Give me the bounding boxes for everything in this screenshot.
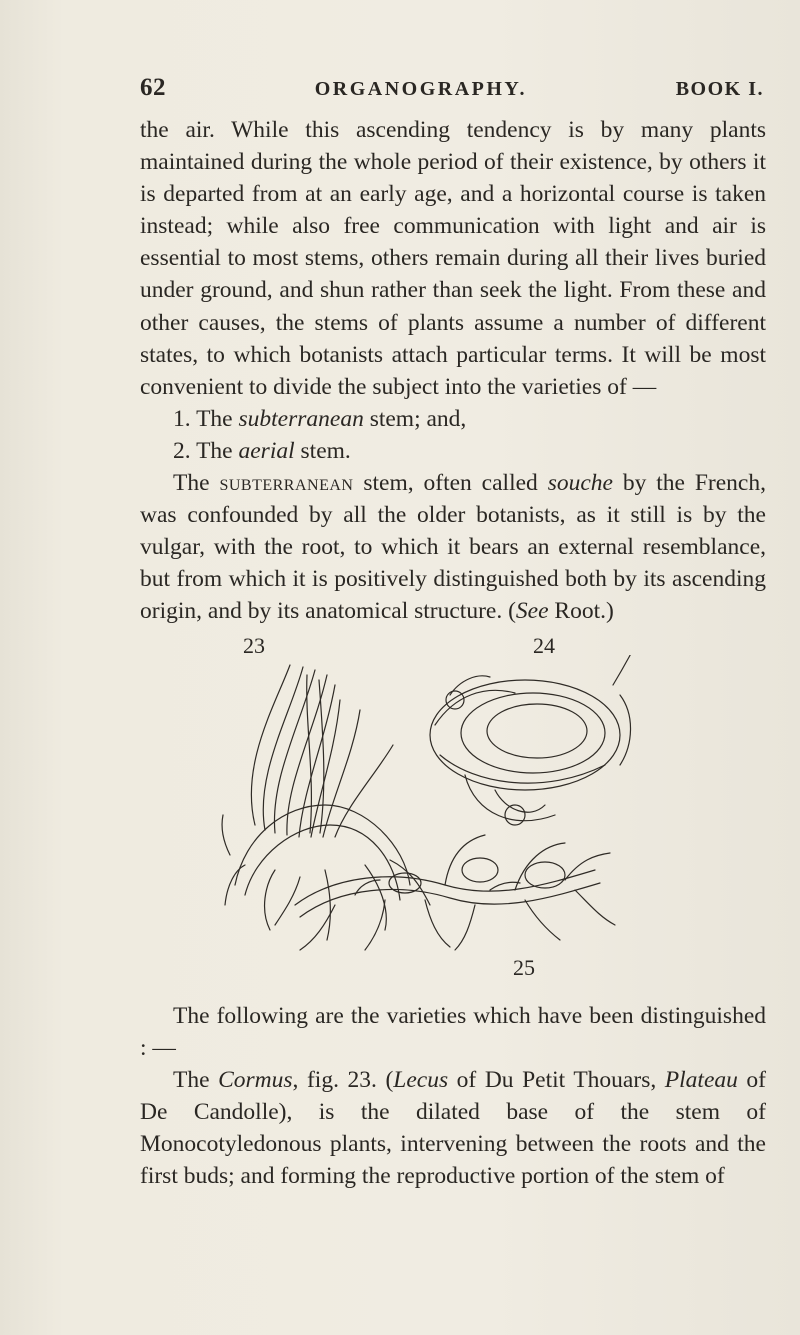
list-item-2: 2. The aerial stem.: [173, 437, 351, 464]
page-header: [140, 74, 764, 108]
fig-25-rhizome: [295, 835, 615, 950]
list-item-1: 1. The subterranean stem; and,: [173, 405, 467, 432]
term-subterranean: subterranean: [238, 405, 364, 432]
fig-23-cormus: [222, 665, 430, 940]
figure-label-25: 25: [513, 955, 535, 980]
text-block-bottom: [140, 1000, 766, 1193]
figure-label-24: 24: [533, 633, 555, 658]
page-number: 62: [140, 74, 166, 101]
term-plateau: Plateau: [664, 1067, 738, 1094]
paragraph-1: the air. While this ascending tendency is by many plants maintained during the whole period of their existence, by others it is departed from at an early age, and a horizontal course is taken instead; while also free communication with light and air is essential to most stems, others remain during all their lives buried under ground, and shun rather than seek the light. From these and other causes, the stems of plants assume a number of different states, to which botanists attach particular terms. It will be most convenient to divide the subject into the varieties of —: [140, 117, 766, 400]
paragraph-3: The following are the varieties which have been distinguished : —: [140, 1003, 766, 1062]
term-aerial: aerial: [238, 437, 295, 464]
plant-engraving: [215, 655, 645, 955]
term-cormus: Cormus: [218, 1067, 293, 1094]
book-label: BOOK I.: [675, 78, 764, 100]
text-block-top: [140, 114, 766, 628]
figure-cormus-illustration: [215, 620, 645, 980]
figure-label-23: 23: [243, 633, 265, 658]
paragraph-2: The subterranean stem, often called souche by the French, was confounded by all the older botanists, as it still is by the vulgar, with the root, to which it bears an external resemblance, but from which it is positively distinguished both by its ascending origin, and by its anatomical structure. (See Root.): [140, 470, 766, 625]
fig-24-tuber: [430, 655, 633, 825]
paragraph-4: The Cormus, fig. 23. (Lecus of Du Petit Thouars, Plateau of De Candolle), is the dilated base of the stem of Monocotyledonous plants, intervening between the roots and the first buds; and forming the reproductive portion of the stem of: [140, 1067, 767, 1190]
term-lecus: Lecus: [393, 1067, 449, 1094]
running-title: ORGANOGRAPHY.: [314, 78, 528, 100]
